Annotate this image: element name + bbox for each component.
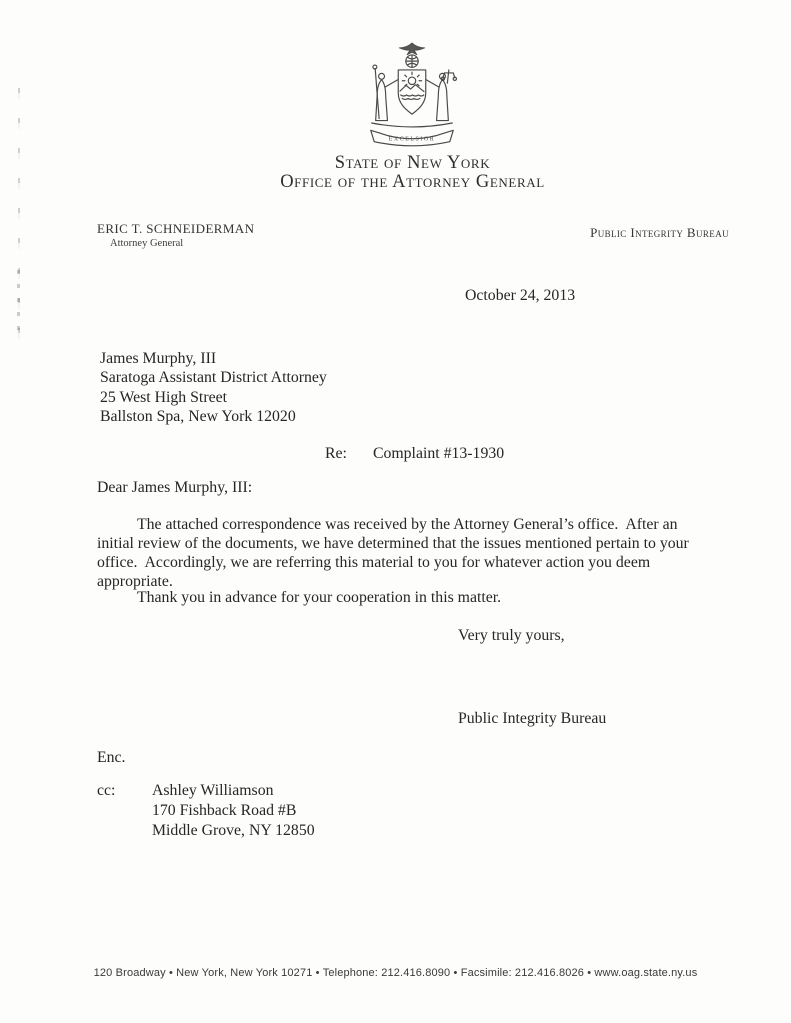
- org-name-line1: State of New York: [334, 153, 491, 173]
- salutation: Dear James Murphy, III:: [97, 479, 253, 496]
- ny-coat-of-arms-icon: [355, 40, 469, 150]
- body-paragraph-2: Thank you in advance for your cooperation in this matter.: [137, 589, 502, 606]
- cc-name: Ashley Williamson: [152, 782, 274, 799]
- recipient-title: Saratoga Assistant District Attorney: [100, 369, 327, 387]
- recipient-address1: 25 West High Street: [100, 388, 227, 406]
- attorney-general-title: Attorney General: [110, 238, 184, 249]
- bureau-name: Public Integrity Bureau: [590, 225, 729, 240]
- cc-address1: 170 Fishback Road #B: [152, 801, 297, 819]
- scan-artifact: [17, 270, 20, 338]
- enclosure-note: Enc.: [97, 749, 126, 766]
- closing-line: Very truly yours,: [458, 627, 565, 644]
- org-name-line2: Office of the Attorney General: [280, 172, 545, 192]
- re-value: Complaint #13-1930: [372, 445, 505, 462]
- cc-address2: Middle Grove, NY 12850: [152, 821, 315, 839]
- cc-label: cc:: [97, 782, 116, 799]
- official-block: [97, 221, 254, 249]
- letter-date: October 24, 2013: [465, 287, 576, 304]
- attorney-general-name: ERIC T. SCHNEIDERMAN: [97, 221, 255, 236]
- cc-block: [97, 781, 315, 841]
- recipient-address2: Ballston Spa, New York 12020: [100, 407, 296, 425]
- recipient-address-block: [100, 349, 327, 426]
- signature-bureau: Public Integrity Bureau: [458, 710, 607, 727]
- recipient-name: James Murphy, III: [100, 350, 217, 367]
- re-line: [325, 444, 504, 463]
- re-label: Re:: [325, 445, 347, 462]
- seal-motto-text: EXCELSIOR: [389, 136, 436, 143]
- footer-contact-line: 120 Broadway • New York, New York 10271 • Telephone: 212.416.8090 • Facsimile: 212.416.8026 • www.oag.state.ny.us: [93, 967, 698, 979]
- body-paragraph-1: The attached correspondence was received by the Attorney General’s office. After an initial review of the documents, we have determined that the issues mentioned pertain to your office. Accordingly, we are referring this material to you for whatever action you deem appropriate.: [97, 516, 693, 590]
- letterhead: [0, 40, 791, 192]
